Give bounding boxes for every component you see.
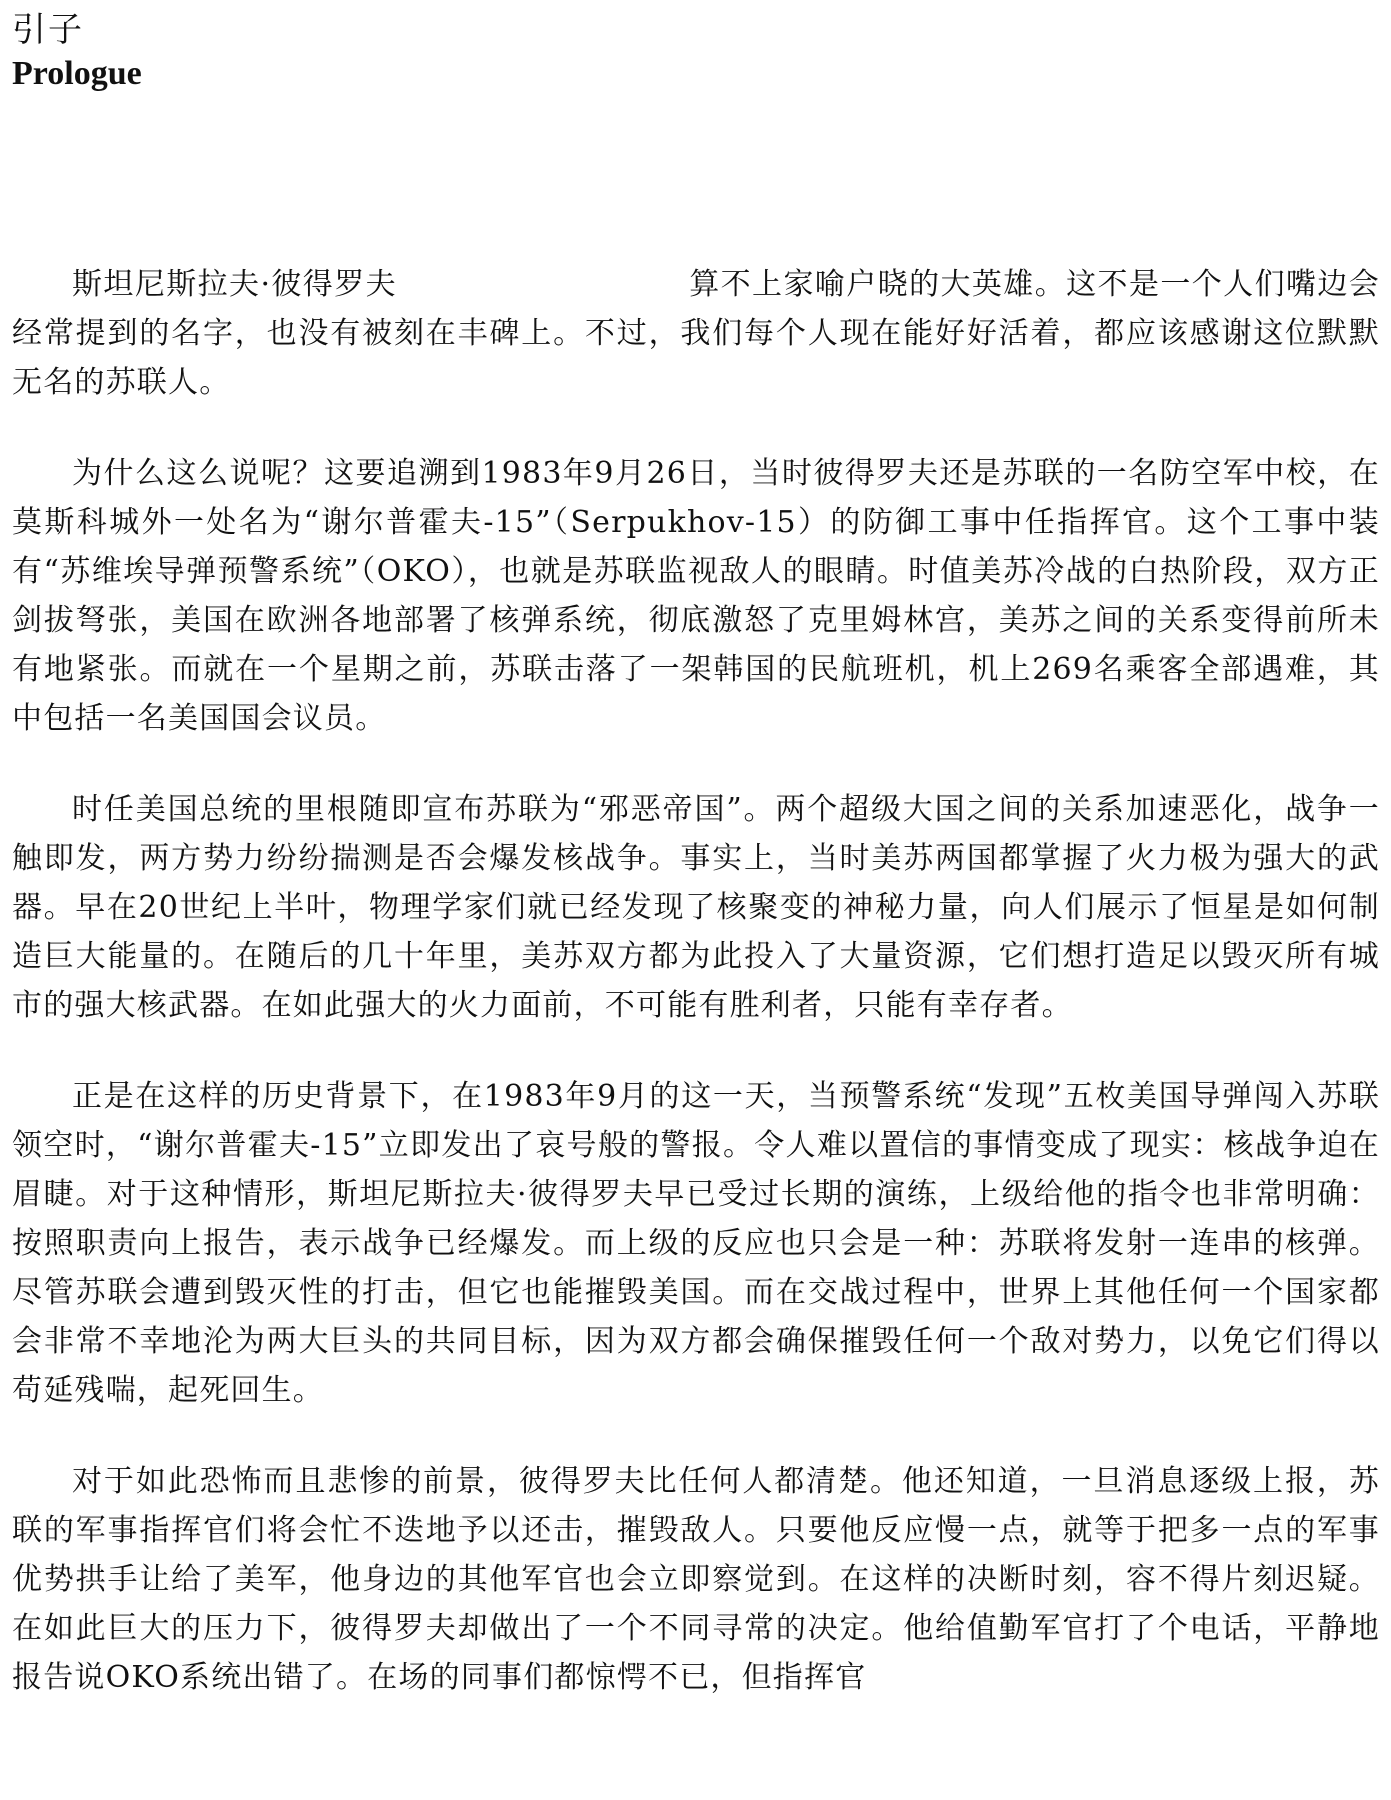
paragraph-1 xyxy=(12,260,1380,407)
chapter-title-english: Prologue xyxy=(12,55,142,92)
paragraph-1-lead: 斯坦尼斯拉夫·彼得罗夫 xyxy=(72,267,398,302)
paragraph-3: 时任美国总统的里根随即宣布苏联为“邪恶帝国”。两个超级大国之间的关系加速恶化，战争一触即发，两方势力纷纷揣测是否会爆发核战争。事实上，当时美苏两国都掌握了火力极为强大的武器。早在20世纪上半叶，物理学家们就已经发现了核聚变的神秘力量，向人们展示了恒星是如何制造巨大能量的。在随后的几十年里，美苏双方都为此投入了大量资源，它们想打造足以毁灭所有城市的强大核武器。在如此强大的火力面前，不可能有胜利者，只能有幸存者。 xyxy=(12,792,1380,1023)
paragraph-2: 为什么这么说呢？这要追溯到1983年9月26日，当时彼得罗夫还是苏联的一名防空军中校，在莫斯科城外一处名为“谢尔普霍夫-15”（Serpukhov-15）的防御工事中任指挥官。这个工事中装有“苏维埃导弹预警系统”（OKO），也就是苏联监视敌人的眼睛。时值美苏冷战的白热阶段，双方正剑拔弩张，美国在欧洲各地部署了核弹系统，彻底激怒了克里姆林宫，美苏之间的关系变得前所未有地紧张。而就在一个星期之前，苏联击落了一架韩国的民航班机，机上269名乘客全部遇难，其中包括一名美国国会议员。 xyxy=(12,456,1380,736)
chapter-title-chinese: 引子 xyxy=(12,10,84,50)
paragraph-5: 对于如此恐怖而且悲惨的前景，彼得罗夫比任何人都清楚。他还知道，一旦消息逐级上报，苏联的军事指挥官们将会忙不迭地予以还击，摧毁敌人。只要他反应慢一点，就等于把多一点的军事优势拱手让给了美军，他身边的其他军官也会立即察觉到。在这样的决断时刻，容不得片刻迟疑。在如此巨大的压力下，彼得罗夫却做出了一个不同寻常的决定。他给值勤军官打了个电话，平静地报告说OKO系统出错了。在场的同事们都惊愕不已，但指挥官 xyxy=(12,1464,1380,1695)
chapter-header xyxy=(12,8,142,96)
paragraph-4: 正是在这样的历史背景下，在1983年9月的这一天，当预警系统“发现”五枚美国导弹闯入苏联领空时，“谢尔普霍夫-15”立即发出了哀号般的警报。令人难以置信的事情变成了现实：核战争迫在眉睫。对于这种情形，斯坦尼斯拉夫·彼得罗夫早已受过长期的演练，上级给他的指令也非常明确：按照职责向上报告，表示战争已经爆发。而上级的反应也只会是一种：苏联将发射一连串的核弹。尽管苏联会遭到毁灭性的打击，但它也能摧毁美国。而在交战过程中，世界上其他任何一个国家都会非常不幸地沦为两大巨头的共同目标，因为双方都会确保摧毁任何一个敌对势力，以免它们得以苟延残喘，起死回生。 xyxy=(12,1079,1380,1408)
chapter-body xyxy=(12,260,1380,1744)
paragraph-1-rest: 算不上家喻户晓的大英雄。这不是一个人们嘴边会经常提到的名字，也没有被刻在丰碑上。不过，我们每个人现在能好好活着，都应该感谢这位默默无名的苏联人。 xyxy=(12,267,1380,400)
